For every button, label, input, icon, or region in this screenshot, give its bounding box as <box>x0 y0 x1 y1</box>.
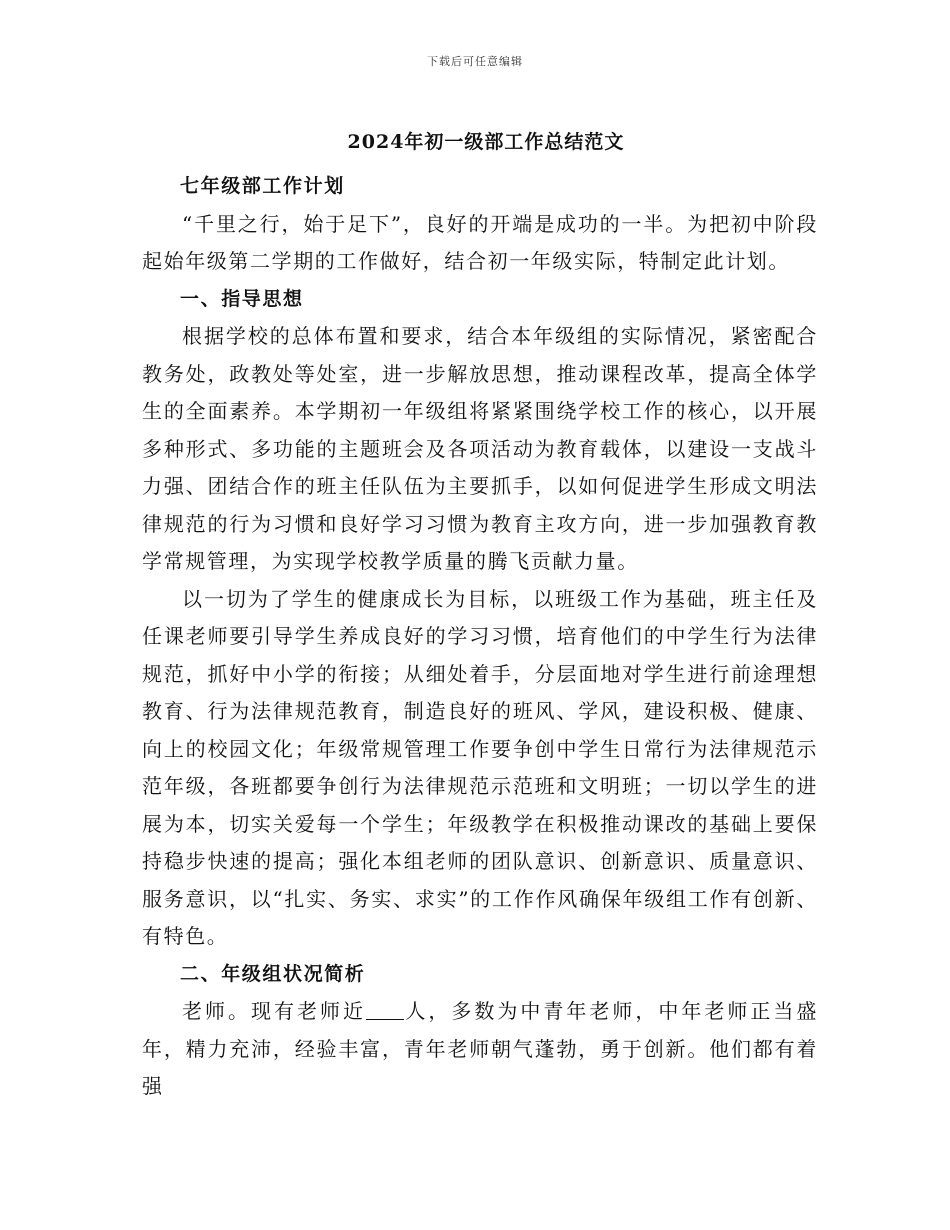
document-title: 2024年初一级部工作总结范文 <box>347 131 625 153</box>
section-2-heading: 二、年级组状况简析 <box>180 962 366 985</box>
section-2-paragraph-1 <box>142 993 818 1106</box>
fill-in-blank <box>366 997 404 1020</box>
section-1-paragraph-2: 以一切为了学生的健康成长为目标，以班级工作为基础，班主任及任课老师要引导学生养成良好的学习习惯，培育他们的中学生行为法律规范，抓好中小学的衔接；从细处着手，分层面地对学生进行前途理想教育、行为法律规范教育，制造良好的班风、学风，建设积极、健康、向上的校园文化；年级常规管理工作要争创中学生日常行为法律规范示范年级，各班都要争创行为法律规范示范班和文明班；一切以学生的进展为本，切实关爱每一个学生；年级教学在积极推动课改的基础上要保持稳步快速的提高；强化本组老师的团队意识、创新意识、质量意识、服务意识，以“扎实、务实、求实”的工作作风确保年级组工作有创新、有特色。 <box>142 586 818 948</box>
subtitle-heading: 七年级部工作计划 <box>180 175 345 197</box>
section-2-paragraph-1-end: 人，多数为中青年老师，中年老师正当盛年，精力充沛，经验丰富，青年老师朝气蓬勃，勇于创新。他们都有着强 <box>142 999 818 1098</box>
section-1-heading: 一、指导思想 <box>180 287 304 310</box>
section-2-paragraph-1-start: 老师。现有老师近 <box>182 999 366 1023</box>
section-1-paragraph-1: 根据学校的总体布置和要求，结合本年级组的实际情况，紧密配合教务处，政教处等处室，进一步解放思想，推动课程改革，提高全体学生的全面素养。本学期初一年级组将紧紧围绕学校工作的核心，以开展多种形式、多功能的主题班会及各项活动为教育载体，以建设一支战斗力强、团结合作的班主任队伍为主要抓手，以如何促进学生形成文明法律规范的行为习惯和良好学习习惯为教育主攻方向，进一步加强教育教学常规管理，为实现学校教学质量的腾飞贡献力量。 <box>142 324 818 573</box>
document-body <box>142 168 818 1106</box>
intro-paragraph: “千里之行，始于足下”，良好的开端是成功的一半。为把初中阶段起始年级第二学期的工作做好，结合初一年级实际，特制定此计划。 <box>142 211 818 273</box>
page-header-note: 下载后可任意编辑 <box>427 55 523 68</box>
